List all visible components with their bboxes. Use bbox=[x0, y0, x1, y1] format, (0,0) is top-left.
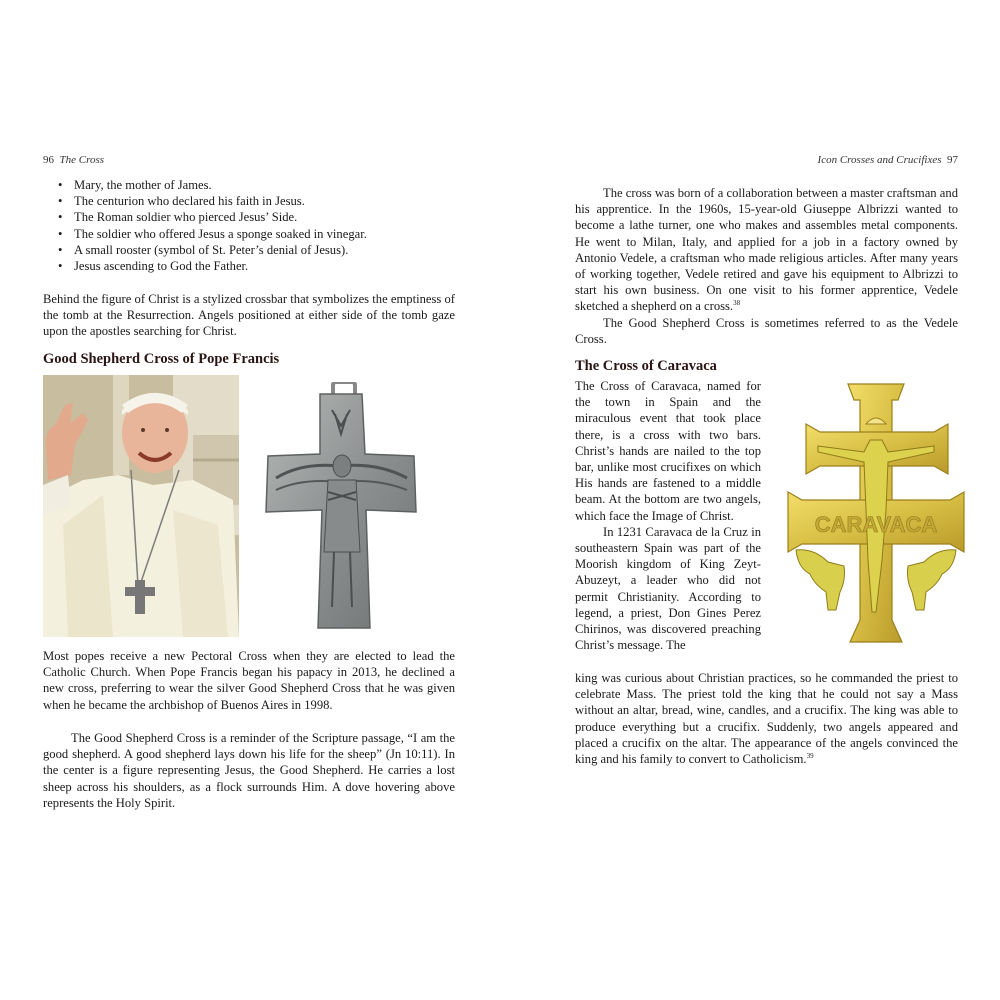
paragraph-text: The Good Shepherd Cross is sometimes referred to as the Vedele Cross. bbox=[575, 315, 958, 346]
running-title-right: Icon Crosses and Crucifixes bbox=[817, 154, 942, 166]
paragraph-caravaca-legend bbox=[575, 670, 958, 767]
running-title-left: The Cross bbox=[59, 154, 105, 166]
paragraph-text: king was curious about Christian practices, so he commanded the priest to celebrate Mass. The priest told the king that he could not say a Mass without an altar, bread, wine, candles, and a crucifix. The king was able to produce everything but a crucifix. Suddenly, two angels appeared and placed a crucifix on the altar. The appearance of the angels convinced the king and his family to convert to Catholicism. bbox=[575, 671, 958, 767]
running-header-right bbox=[818, 154, 958, 166]
paragraph-text: The Cross of Caravaca, named for the town in Spain and the miraculous event that took place there, is a cross with two bars. Christ’s hands are nailed to the top bar, unlike most crucifixes on which His hands are fastened to a middle beam. At the bottom are two angels, which face the Image of Christ. bbox=[575, 379, 761, 523]
footnote-38: 38 bbox=[733, 299, 741, 308]
paragraph-scripture bbox=[43, 730, 455, 811]
paragraph-caravaca-wrapped bbox=[575, 378, 761, 653]
paragraph-text: The Good Shepherd Cross is a reminder of the Scripture passage, “I am the good shepherd. A good shepherd lays down his life for the sheep” (Jn 10:11). In the center is a figure representing Jesus, the Good Shepherd. He carries a lost sheep across his shoulders, as a flock surrounds Him. A dove hovering above represents the Holy Spirit. bbox=[43, 731, 455, 810]
bullet-item: • Mary, the mother of James. bbox=[58, 177, 367, 193]
cross-inscription: CARAVACA bbox=[814, 512, 938, 537]
bullet-item: • The Roman soldier who pierced Jesus’ Side. bbox=[58, 209, 367, 225]
silver-cross-illustration bbox=[262, 382, 420, 630]
gold-cross-illustration bbox=[784, 380, 968, 648]
good-shepherd-cross-image bbox=[262, 382, 420, 630]
footnote-39: 39 bbox=[806, 751, 814, 760]
page-number-left: 96 bbox=[43, 154, 54, 166]
running-header-left bbox=[43, 154, 104, 166]
bullet-item: • The centurion who declared his faith in Jesus. bbox=[58, 193, 367, 209]
paragraph-text: Behind the figure of Christ is a stylized crossbar that symbolizes the emptiness of the tomb at the Resurrection. Angels positioned at either side of the tomb gaze upon the apostles searching for Christ. bbox=[43, 292, 455, 339]
section-heading-caravaca: The Cross of Caravaca bbox=[575, 358, 717, 374]
paragraph-pectoral-cross bbox=[43, 648, 455, 713]
page-number-right: 97 bbox=[947, 154, 958, 166]
bullet-item: • The soldier who offered Jesus a sponge soaked in vinegar. bbox=[58, 226, 367, 242]
paragraph-text: Most popes receive a new Pectoral Cross when they are elected to lead the Catholic Church. When Pope Francis began his papacy in 2013, he declined a new cross, preferring to wear the silver Good Shepherd Cross that he was given when he became the archbishop of Buenos Aires in 1998. bbox=[43, 649, 455, 712]
paragraph-crossbar bbox=[43, 291, 455, 340]
paragraph-text: In 1231 Caravaca de la Cruz in southeastern Spain was part of the Moorish kingdom of King Zeyt-Abuzeyt, a leader who did not permit Christianity. According to legend, a priest, Don Gines Perez Chirinos, was discovered preaching Christ’s message. The bbox=[575, 524, 761, 653]
paragraph-text: The cross was born of a collaboration between a master craftsman and his apprentice. In the 1960s, 15-year-old Giuseppe Albrizzi wanted to become a lathe turner, one who makes and assembles metal components. He went to Milan, Italy, and applied for a job in a factory owned by Antonio Vedele, a craftsman who made religious articles. After many years of working together, Vedele retired and gave his equipment to Albrizzi to start his own business. On one visit to his former apprentice, Vedele sketched a shepherd on a cross. bbox=[575, 186, 958, 314]
bullet-list bbox=[58, 177, 367, 274]
bullet-item: • Jesus ascending to God the Father. bbox=[58, 258, 367, 274]
pope-photo-illustration bbox=[43, 375, 239, 637]
pope-francis-photo bbox=[43, 375, 239, 637]
paragraph-collaboration bbox=[575, 185, 958, 347]
section-heading-good-shepherd: Good Shepherd Cross of Pope Francis bbox=[43, 351, 280, 367]
bullet-item: • A small rooster (symbol of St. Peter’s denial of Jesus). bbox=[58, 242, 367, 258]
caravaca-cross-image bbox=[784, 380, 968, 648]
